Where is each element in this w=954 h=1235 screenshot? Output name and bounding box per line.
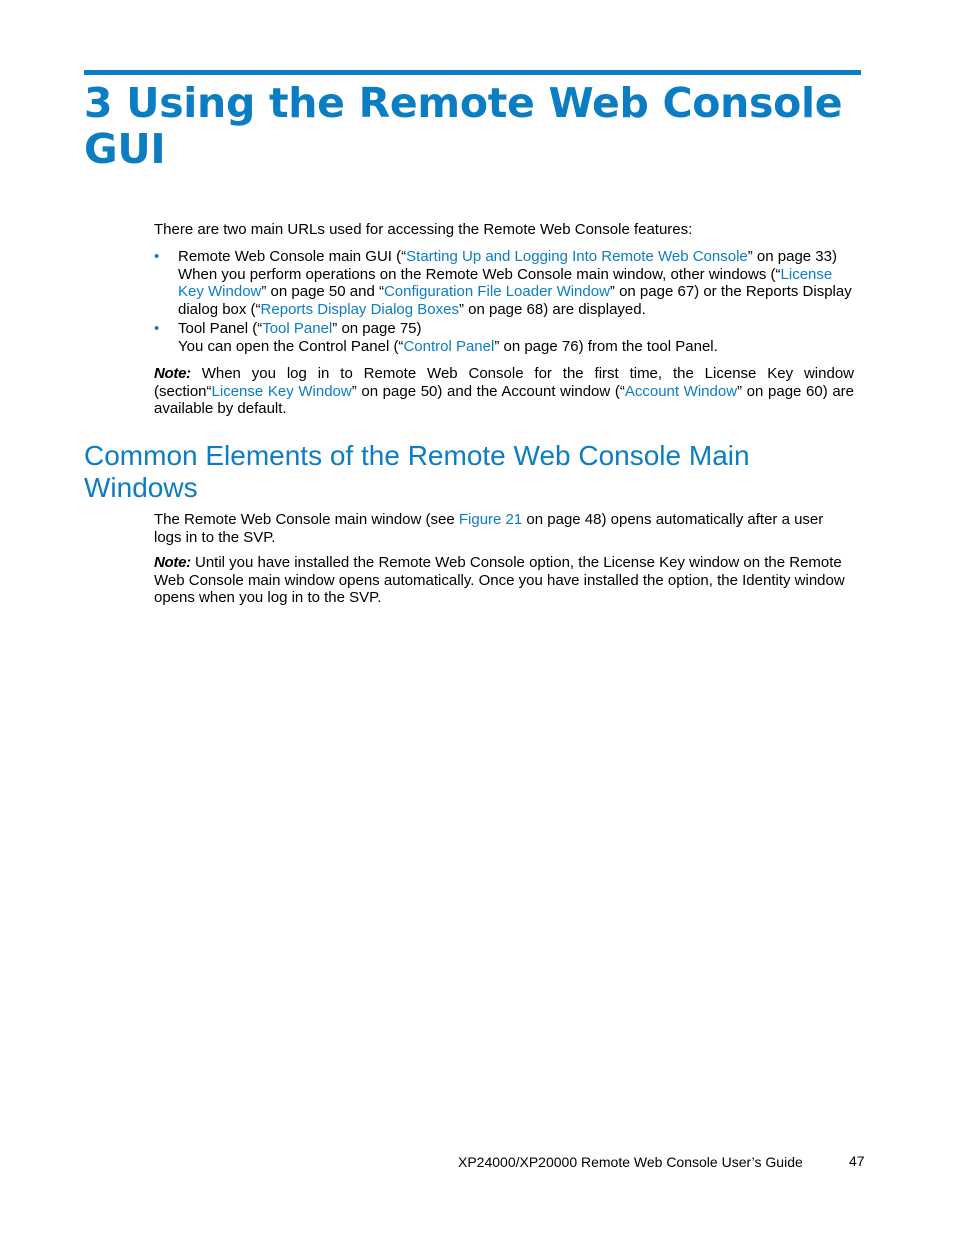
bullet-icon: • bbox=[154, 320, 160, 337]
link-license-key-window[interactable]: License Key Window bbox=[211, 382, 352, 400]
note-label: Note: bbox=[154, 554, 191, 571]
link-account-window[interactable]: Account Window bbox=[624, 382, 738, 400]
bullet-text: Remote Web Console main GUI (“ bbox=[178, 248, 407, 265]
link-reports-display[interactable]: Reports Display Dialog Boxes bbox=[260, 300, 459, 318]
note-text: When you log in to Remote Web Console for the first time, the License Key window (section“ bbox=[154, 365, 854, 400]
main-window-paragraph bbox=[154, 511, 854, 546]
bullet-text: ” on page 33) bbox=[747, 248, 837, 265]
footer-page-number: 47 bbox=[849, 1153, 865, 1169]
note-text: ” on page 60) are available by default. bbox=[154, 382, 855, 417]
note-text: Until you have installed the Remote Web Console option, the License Key window on the Remote Web Console main window opens automatically. Once you have installed the option, the Identity window opens when you log in to the SVP. bbox=[154, 554, 845, 606]
bullet-text: You can open the Control Panel (“ bbox=[178, 337, 404, 355]
chapter-title: 3 Using the Remote Web Console GUI bbox=[84, 79, 843, 173]
url-bullet-list bbox=[154, 248, 854, 357]
bullet-text: ” on page 75) bbox=[332, 320, 422, 337]
footer-guide-title: XP24000/XP20000 Remote Web Console User’s Guide bbox=[458, 1154, 803, 1170]
paragraph-text: The Remote Web Console main window (see bbox=[154, 511, 459, 528]
intro-paragraph: There are two main URLs used for accessing the Remote Web Console features: bbox=[154, 221, 693, 238]
section-title: Common Elements of the Remote Web Console Main Windows bbox=[84, 440, 750, 503]
list-item bbox=[154, 248, 854, 318]
note-text: ” on page 50) and the Account window (“ bbox=[351, 382, 625, 400]
link-starting-up[interactable]: Starting Up and Logging Into Remote Web Console bbox=[406, 248, 748, 265]
link-configuration-file-loader[interactable]: Configuration File Loader Window bbox=[383, 283, 610, 300]
bullet-text: ” on page 76) from the tool Panel. bbox=[494, 337, 718, 355]
chapter-top-rule bbox=[84, 70, 861, 75]
bullet-text: ” on page 68) are displayed. bbox=[458, 300, 646, 318]
link-control-panel[interactable]: Control Panel bbox=[403, 337, 495, 355]
list-item bbox=[154, 320, 854, 355]
bullet-text: Tool Panel (“ bbox=[178, 320, 263, 337]
paragraph-text: on page 48) opens automatically after a user logs in to the SVP. bbox=[154, 511, 824, 546]
bullet-icon: • bbox=[154, 248, 160, 265]
note-first-login bbox=[154, 365, 854, 418]
note-label: Note: bbox=[154, 365, 191, 382]
link-tool-panel[interactable]: Tool Panel bbox=[262, 320, 333, 337]
note-install-option bbox=[154, 554, 854, 607]
link-license-key-window[interactable]: License Key Window bbox=[178, 265, 833, 300]
bullet-text: ” on page 50 and “ bbox=[261, 283, 384, 300]
bullet-text: ” on page 67) or the Reports Display dialog box (“ bbox=[178, 283, 852, 318]
bullet-text: When you perform operations on the Remote Web Console main window, other windows (“ bbox=[178, 265, 781, 283]
link-figure-21[interactable]: Figure 21 bbox=[458, 511, 523, 528]
